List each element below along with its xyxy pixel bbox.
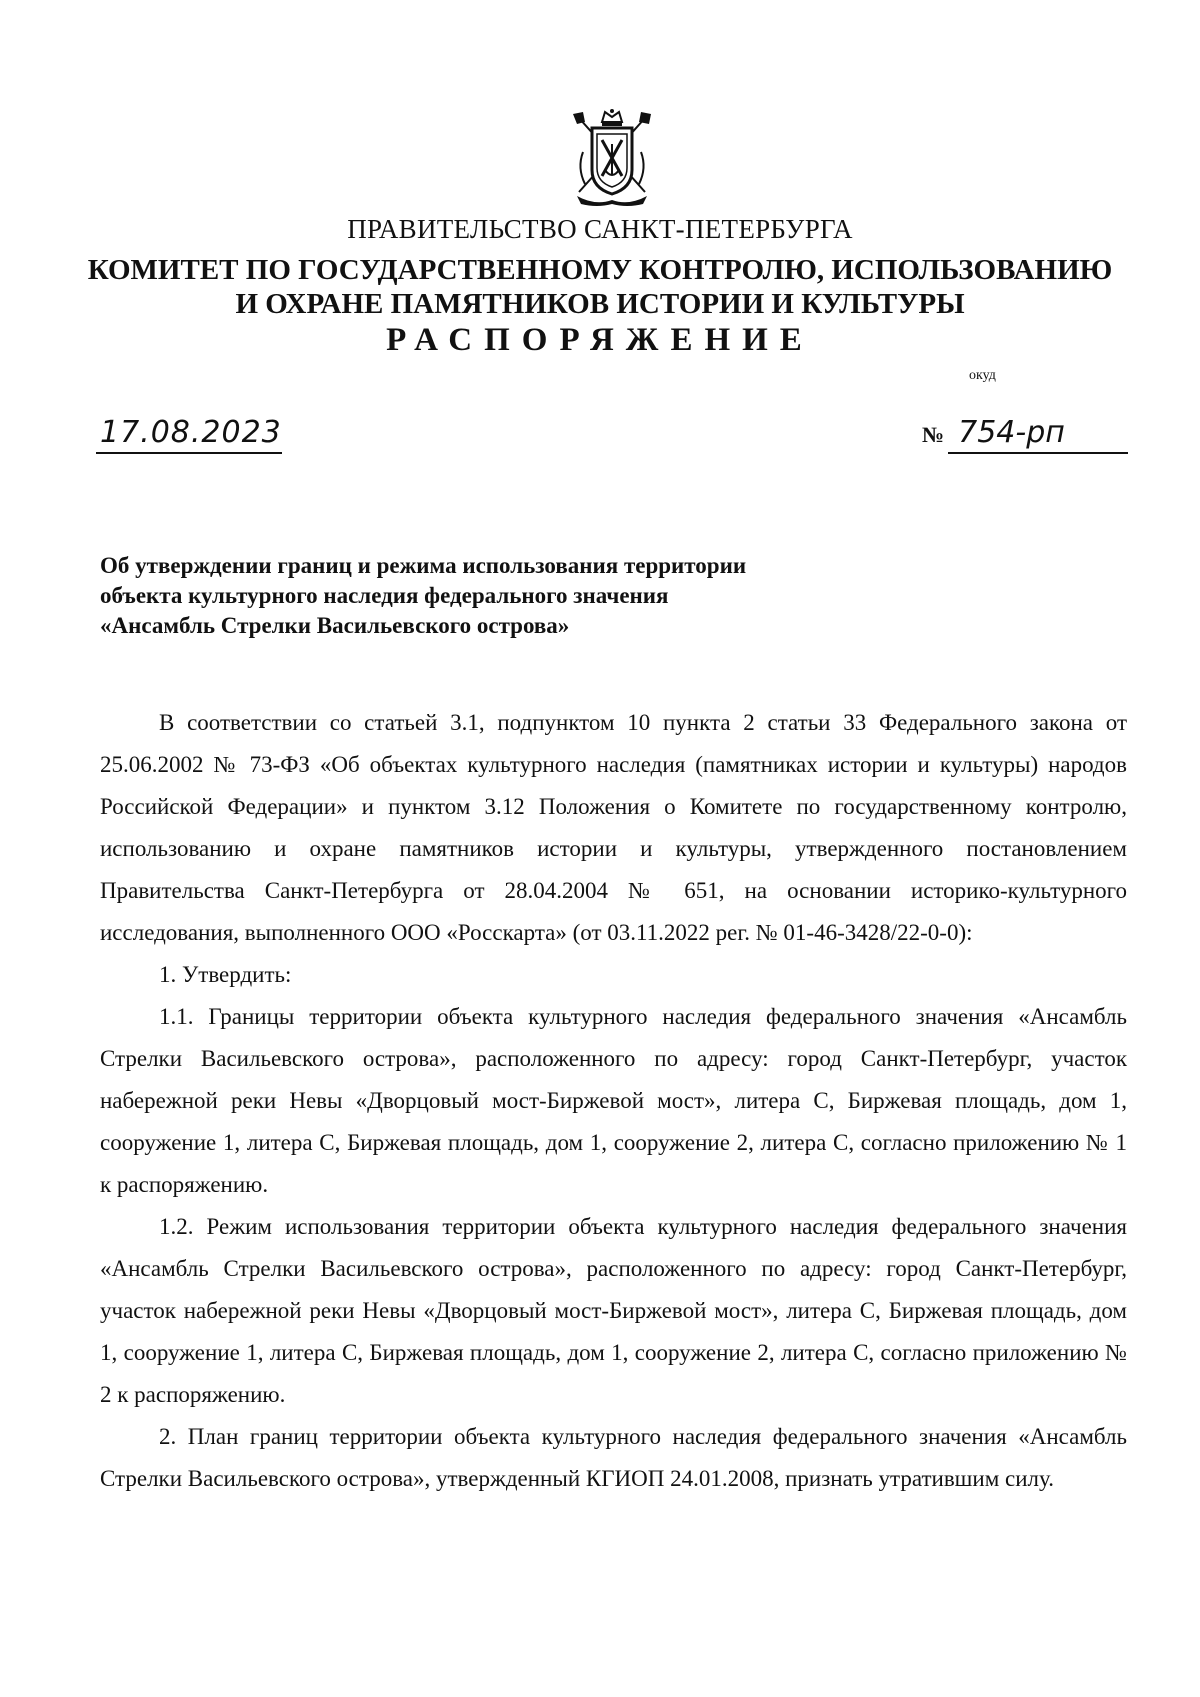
- clause-1-2: 1.2. Режим использования территории объекта культурного наследия федерального значения «Ансамбль Стрелки Васильевского острова», расположенного по адресу: город Санкт-Петербург, участок набережной реки Невы «Дворцовый мост-Биржевой мост», литера С, Биржевая площадь, дом 1, сооружение 1, литера С, Биржевая площадь, дом 1, сооружение 2, литера С, согласно приложению № 2 к распоряжению.: [100, 1214, 1127, 1407]
- document-type: РАСПОРЯЖЕНИЕ: [386, 322, 814, 358]
- clause-1: 1. Утвердить:: [159, 962, 292, 987]
- document-body: [100, 702, 1127, 1500]
- number-sign: №: [922, 422, 945, 447]
- title-line: Об утверждении границ и режима использования территории: [100, 553, 747, 578]
- committee-name-line-2: И ОХРАНЕ ПАМЯТНИКОВ ИСТОРИИ И КУЛЬТУРЫ: [235, 288, 965, 320]
- document-number-block: [922, 414, 1128, 454]
- okud-label: окуд: [969, 368, 996, 383]
- clause-1-1: 1.1. Границы территории объекта культурного наследия федерального значения «Ансамбль Стрелки Васильевского острова», расположенного по адресу: город Санкт-Петербург, участок набережной реки Невы «Дворцовый мост-Биржевой мост», литера С, Биржевая площадь, дом 1, сооружение 1, литера С, Биржевая площадь, дом 1, сооружение 2, литера С, согласно приложению № 1 к распоряжению.: [100, 1004, 1127, 1197]
- saint-petersburg-coat-of-arms-icon: [569, 108, 655, 208]
- document-number: 754-рп: [948, 414, 1128, 454]
- document-title: [100, 551, 746, 641]
- committee-name-line-1: КОМИТЕТ ПО ГОСУДАРСТВЕННОМУ КОНТРОЛЮ, ИСПОЛЬЗОВАНИЮ: [87, 254, 1113, 286]
- government-name: ПРАВИТЕЛЬСТВО САНКТ-ПЕТЕРБУРГА: [347, 214, 853, 244]
- document-date: 17.08.2023: [96, 414, 282, 454]
- clause-2: 2. План границ территории объекта культурного наследия федерального значения «Ансамбль Стрелки Васильевского острова», утвержденный КГИОП 24.01.2008, признать утратившим силу.: [100, 1424, 1127, 1491]
- preamble-paragraph: В соответствии со статьей 3.1, подпунктом 10 пункта 2 статьи 33 Федерального закона от 25.06.2002 № 73-ФЗ «Об объектах культурного наследия (памятниках истории и культуры) народов Российской Федерации» и пунктом 3.12 Положения о Комитете по государственному контролю, использованию и охране памятников истории и культуры, утвержденного постановлением Правительства Санкт-Петербурга от 28.04.2004 № 651, на основании историко-культурного исследования, выполненного ООО «Росскарта» (от 03.11.2022 рег. № 01-46-3428/22-0-0):: [100, 710, 1127, 945]
- title-line: объекта культурного наследия федерального значения: [100, 583, 669, 608]
- title-line: «Ансамбль Стрелки Васильевского острова»: [100, 613, 570, 638]
